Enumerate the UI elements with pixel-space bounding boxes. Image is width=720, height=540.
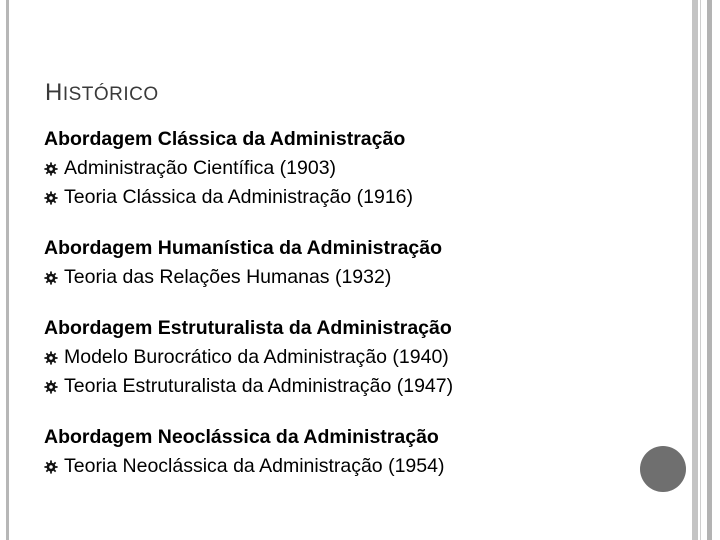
section-classica xyxy=(44,125,684,212)
section-heading: Abordagem Estruturalista da Administração xyxy=(44,317,452,339)
title-first-letter: H xyxy=(45,79,63,106)
title-rest: ISTÓRICO xyxy=(62,84,159,105)
gear-icon xyxy=(44,191,58,205)
list-item-text: Teoria das Relações Humanas (1932) xyxy=(64,266,392,288)
section-humanistica xyxy=(44,234,684,292)
right-frame-line xyxy=(700,0,701,540)
gear-icon xyxy=(44,271,58,285)
list-item xyxy=(44,263,684,292)
list-item xyxy=(44,183,684,212)
section-neoclassica xyxy=(44,423,684,481)
section-heading: Abordagem Humanística da Administração xyxy=(44,237,443,259)
list-item-text: Teoria Clássica da Administração (1916) xyxy=(64,186,414,208)
right-frame-bar xyxy=(692,0,698,540)
list-item xyxy=(44,343,684,372)
right-frame-edge xyxy=(707,0,712,540)
slide-title xyxy=(45,79,159,107)
list-item xyxy=(44,452,684,481)
slide-content xyxy=(44,125,684,503)
list-item xyxy=(44,372,684,401)
section-estruturalista xyxy=(44,314,684,401)
gear-icon xyxy=(44,460,58,474)
list-item-text: Teoria Estruturalista da Administração (1947) xyxy=(64,375,454,397)
section-heading: Abordagem Neoclássica da Administração xyxy=(44,426,439,448)
gear-icon xyxy=(44,162,58,176)
list-item-text: Teoria Neoclássica da Administração (1954) xyxy=(64,455,445,477)
gear-icon xyxy=(44,380,58,394)
list-item-text: Modelo Burocrático da Administração (1940) xyxy=(64,346,449,368)
list-item xyxy=(44,154,684,183)
gear-icon xyxy=(44,351,58,365)
section-heading: Abordagem Clássica da Administração xyxy=(44,128,406,150)
list-item-text: Administração Científica (1903) xyxy=(64,157,337,179)
left-frame-line xyxy=(6,0,9,540)
